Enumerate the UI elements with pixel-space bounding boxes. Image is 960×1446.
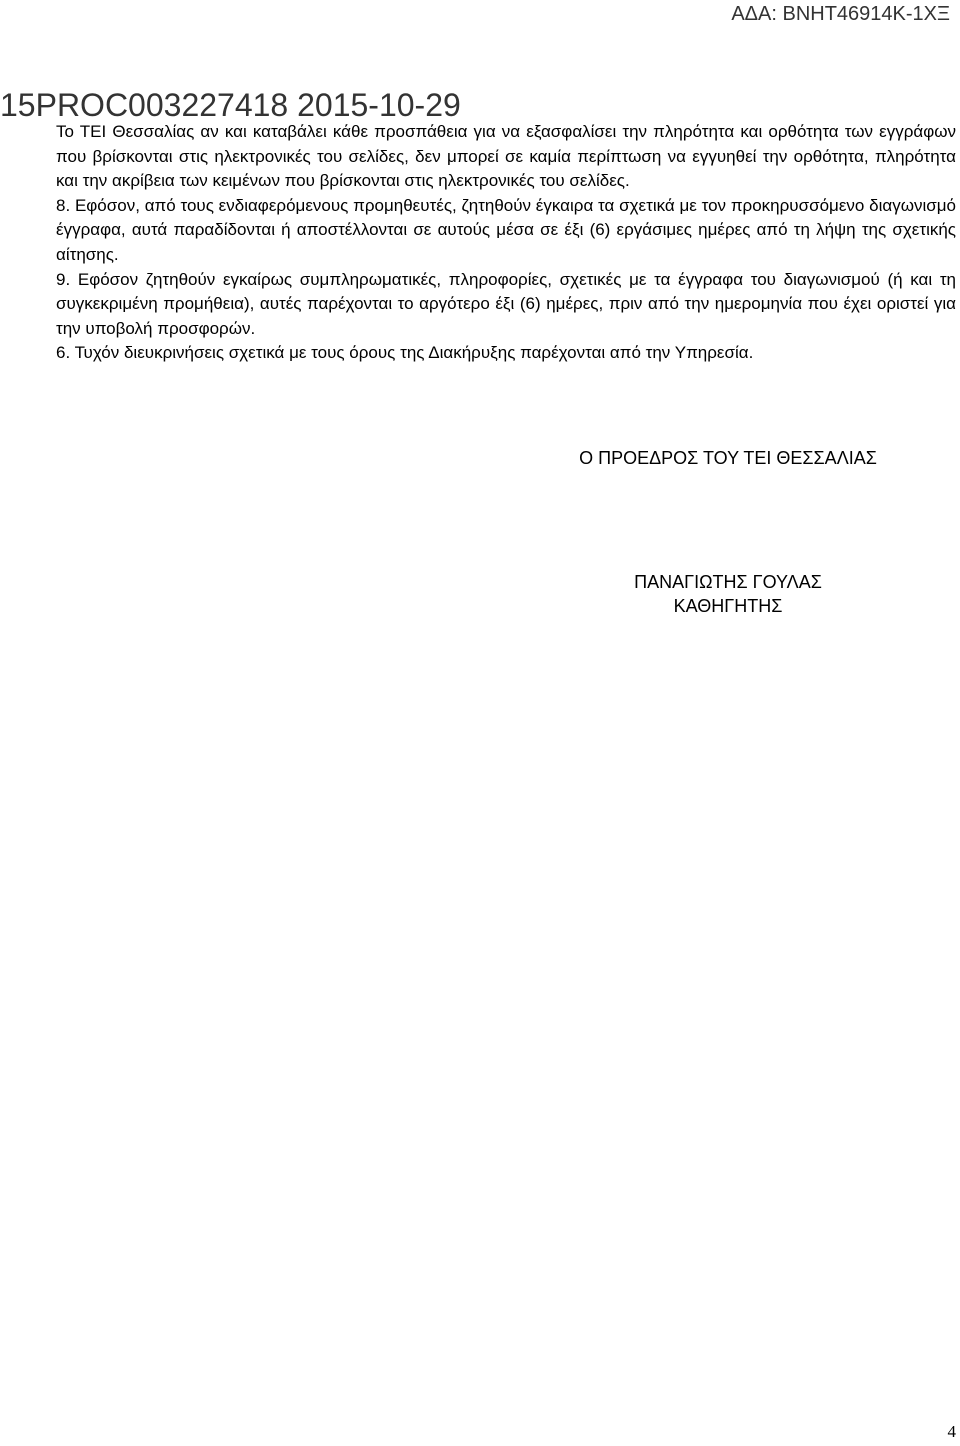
clause-6-paragraph: 6. Τυχόν διευκρινήσεις σχετικά με τους όρους της Διακήρυξης παρέχονται από την Υπηρεσία. xyxy=(56,343,754,363)
signer-block xyxy=(558,570,898,618)
ada-code: ΑΔΑ: ΒΝΗΤ46914Κ-1ΧΞ xyxy=(731,3,950,25)
document-body xyxy=(56,120,956,366)
clause-8-paragraph: 8. Εφόσον, από τους ενδιαφερόμενους προμηθευτές, ζητηθούν έγκαιρα τα σχετικά με τον προκηρυσσόμενο διαγωνισμό έγγραφα, αυτά παραδίδονται ή αποστέλλονται σε αυτούς μέσα σε έξι (6) εργάσιμες ημέρες από τη λήψη της σχετικής αίτησης. xyxy=(56,195,956,264)
president-title: Ο ΠΡΟΕΔΡΟΣ ΤΟΥ ΤΕΙ ΘΕΣΣΑΛΙΑΣ xyxy=(579,448,877,468)
proc-code: 15PROC003227418 2015-10-29 xyxy=(0,87,461,123)
disclaimer-paragraph: Το ΤΕΙ Θεσσαλίας αν και καταβάλει κάθε προσπάθεια για να εξασφαλίσει την πληρότητα και ορθότητα των εγγράφων που βρίσκονται στις ηλεκτρονικές του σελίδες, δεν μπορεί σε καμία περίπτωση να εγγυηθεί την ορθότητα, πληρότητα και την ακρίβεια των κειμένων που βρίσκονται στις ηλεκτρονικές του σελίδες. xyxy=(56,122,956,191)
page-number: 4 xyxy=(947,1422,956,1441)
clause-9-paragraph: 9. Εφόσον ζητηθούν εγκαίρως συμπληρωματικές, πληροφορίες, σχετικές με τα έγγραφα του διαγωνισμού (ή και τη συγκεκριμένη προμήθεια), αυτές παρέχονται το αργότερο έξι (6) ημέρες, πριν από την ημερομηνία που έχει οριστεί για την υποβολή προσφορών. xyxy=(56,269,956,338)
signer-position: ΚΑΘΗΓΗΤΗΣ xyxy=(673,596,783,616)
signer-name: ΠΑΝΑΓΙΩΤΗΣ ΓΟΥΛΑΣ xyxy=(634,572,822,592)
